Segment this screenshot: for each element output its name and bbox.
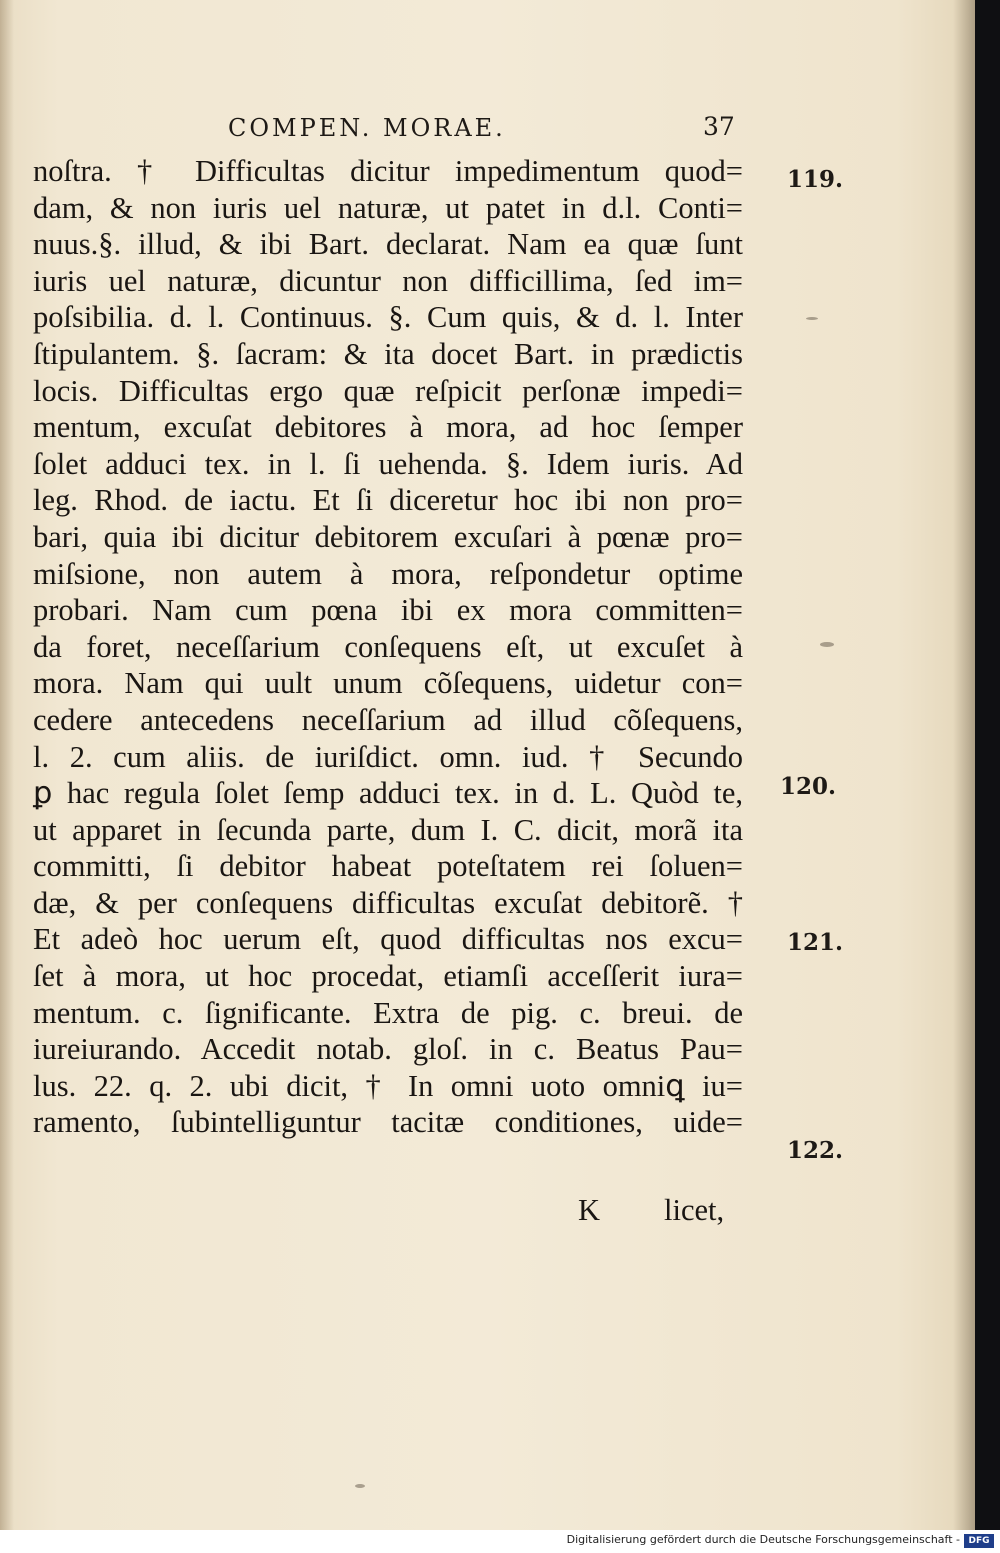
text-line: mentum, excuſat debitores à mora, ad hoc ſemper <box>33 410 743 445</box>
text-line: da foret, neceſſarium conſequens eſt, ut excuſet à <box>33 629 743 664</box>
text-line: dæ, & per conſequens difficultas excuſat debitorẽ. † <box>33 885 743 920</box>
text-line: probari. Nam cum pœna ibi ex mora committen= <box>33 593 743 628</box>
paper-speck <box>806 317 818 320</box>
text-line: ſet à mora, ut hoc procedat, etiamſi acceſſerit iura= <box>33 959 743 994</box>
text-line: ſolet adduci tex. in l. ſi uehenda. §. Idem iuris. Ad <box>33 446 743 481</box>
page-number: 37 <box>703 112 735 141</box>
text-line: leg. Rhod. de iactu. Et ſi diceretur hoc ibi non pro= <box>33 483 743 518</box>
margin-note: 120. <box>780 773 837 800</box>
text-line: committi, ſi debitor habeat poteſtatem rei ſoluen= <box>33 849 743 884</box>
dfg-logo: DFG <box>964 1534 994 1548</box>
text-line: Et adeò hoc uerum eſt, quod difficultas nos excu= <box>33 922 743 957</box>
text-line: lus. 22. q. 2. ubi dicit, † In omni uoto omniꝗ iu= <box>33 1068 743 1103</box>
text-line: nuus.§. illud, & ibi Bart. declarat. Nam ea quæ ſunt <box>33 227 743 262</box>
digitization-footer <box>0 1530 1000 1553</box>
text-line: iuris uel naturæ, dicuntur non difficillima, ſed im= <box>33 263 743 298</box>
funding-credit: Digitalisierung gefördert durch die Deutsche Forschungsgemeinschaft - <box>566 1533 960 1546</box>
paper-speck <box>820 642 834 647</box>
running-head: COMPEN. MORAE. <box>228 114 506 142</box>
text-line: mora. Nam qui uult unum cõſequens, uidetur con= <box>33 666 743 701</box>
signature-catchword-line <box>578 1193 748 1229</box>
catchword: licet, <box>664 1193 725 1227</box>
text-line: l. 2. cum aliis. de iuriſdict. omn. iud. † Secundo <box>33 739 743 774</box>
margin-note: 119. <box>787 166 844 193</box>
text-line: miſsione, non autem à mora, reſpondetur optime <box>33 556 743 591</box>
text-line: noſtra. † Difficultas dicitur impedimentum quod= <box>33 154 743 188</box>
text-line: ut apparet in ſecunda parte, dum I. C. dicit, morã ita <box>33 812 743 847</box>
margin-note: 122. <box>787 1137 844 1164</box>
text-line: poſsibilia. d. l. Continuus. §. Cum quis, & d. l. Inter <box>33 300 743 335</box>
text-line: mentum. c. ſignificante. Extra de pig. c. breui. de <box>33 995 743 1030</box>
text-line: cedere antecedens neceſſarium ad illud cõſequens, <box>33 702 743 737</box>
text-line: locis. Difficultas ergo quæ reſpicit perſonæ impedi= <box>33 373 743 408</box>
text-line: bari, quia ibi dicitur debitorem excuſari à pœnæ pro= <box>33 519 743 554</box>
text-line: dam, & non iuris uel naturæ, ut patet in d.l. Conti= <box>33 190 743 225</box>
body-text <box>33 153 743 1141</box>
text-line: ꝑ hac regula ſolet ſemp adduci tex. in d. L. Quòd te, <box>33 776 743 811</box>
text-line: ſtipulantem. §. ſacram: & ita docet Bart. in prædictis <box>33 336 743 371</box>
margin-note: 121. <box>787 929 844 956</box>
text-line: ramento, ſubintelliguntur tacitæ conditiones, uide= <box>33 1105 743 1140</box>
signature-mark: K <box>578 1193 601 1227</box>
text-line: iureiurando. Accedit notab. gloſ. in c. Beatus Pau= <box>33 1032 743 1067</box>
paper-speck <box>355 1484 365 1488</box>
